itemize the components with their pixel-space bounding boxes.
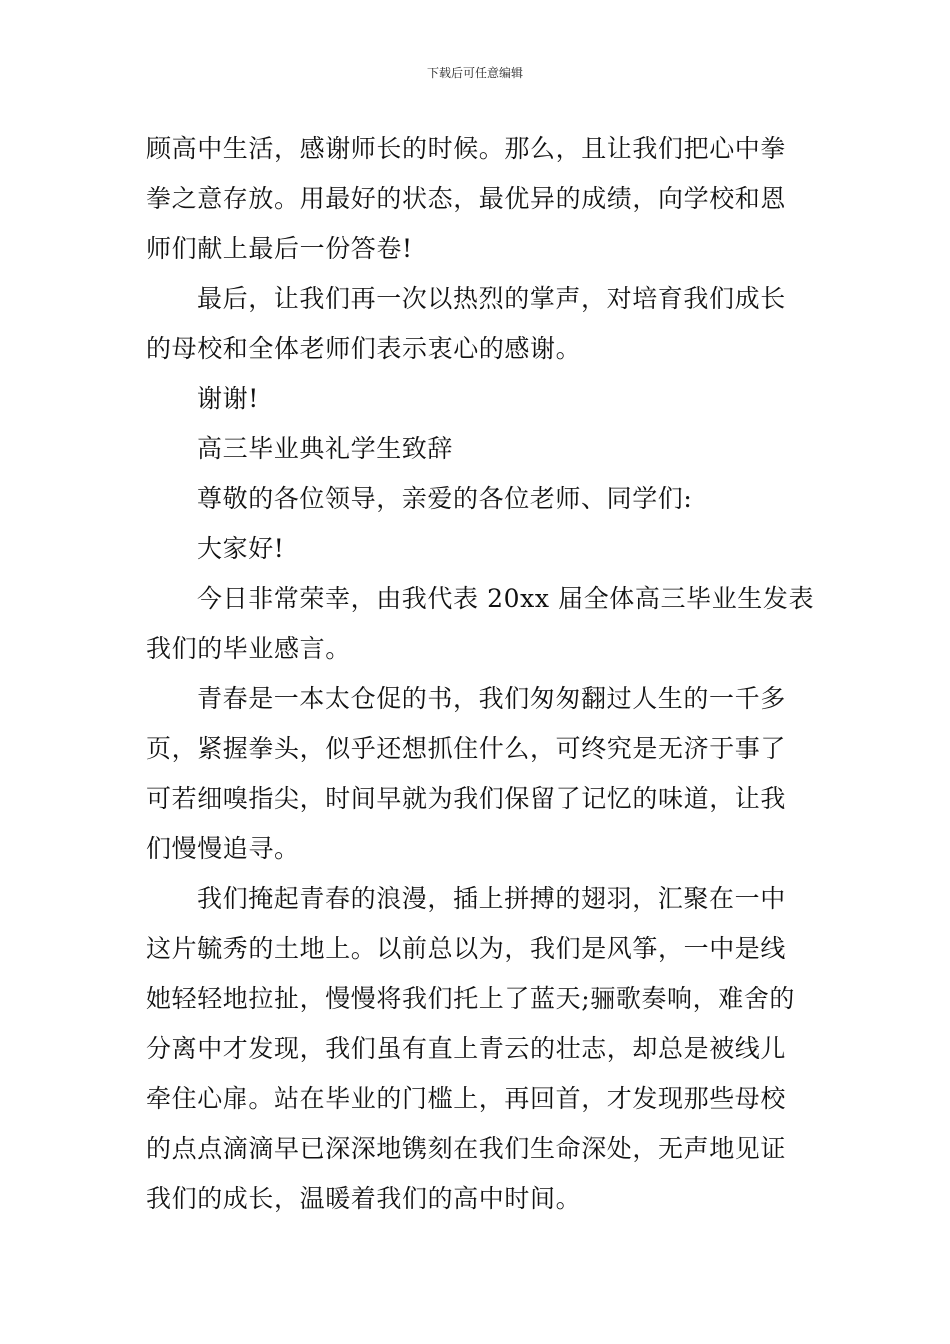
text-line: 我们掩起青春的浪漫，插上拼搏的翅羽，汇聚在一中 (197, 884, 786, 913)
text-line: 我们的毕业感言。 (146, 634, 351, 663)
text-line: 今日非常荣幸，由我代表 20xx 届全体高三毕业生发表 (197, 584, 815, 613)
document-body (146, 124, 815, 1224)
text-line: 青春是一本太仓促的书，我们匆匆翻过人生的一千多 (197, 684, 786, 713)
greeting: 大家好! (197, 534, 285, 563)
text-line: 的点点滴滴早已深深地镌刻在我们生命深处，无声地见证 (146, 1134, 787, 1163)
salutation: 尊敬的各位领导，亲爱的各位老师、同学们: (197, 484, 693, 513)
text-line: 顾高中生活，感谢师长的时候。那么，且让我们把心中拳 (146, 134, 787, 163)
text-line: 牵住心扉。站在毕业的门槛上，再回首，才发现那些母校 (146, 1084, 787, 1113)
text-line: 拳之意存放。用最好的状态，最优异的成绩，向学校和恩 (146, 184, 787, 213)
text-line: 谢谢! (197, 384, 259, 413)
text-line: 我们的成长，温暖着我们的高中时间。 (146, 1184, 582, 1213)
text-line: 可若细嗅指尖，时间早就为我们保留了记忆的味道，让我 (146, 784, 787, 813)
page-header: 下载后可任意编辑 (426, 66, 523, 80)
text-line: 最后，让我们再一次以热烈的掌声，对培育我们成长 (197, 284, 786, 313)
text-line: 的母校和全体老师们表示衷心的感谢。 (146, 334, 582, 363)
text-line: 们慢慢追寻。 (146, 834, 300, 863)
text-line: 分离中才发现，我们虽有直上青云的壮志，却总是被线儿 (146, 1034, 787, 1063)
text-line: 页，紧握拳头，似乎还想抓住什么，可终究是无济于事了 (146, 734, 787, 763)
text-line: 她轻轻地拉扯，慢慢将我们托上了蓝天;骊歌奏响，难舍的 (146, 984, 796, 1013)
section-title: 高三毕业典礼学生致辞 (197, 434, 454, 463)
text-line: 师们献上最后一份答卷! (146, 234, 413, 263)
text-line: 这片毓秀的土地上。以前总以为，我们是风筝，一中是线 (146, 934, 787, 963)
